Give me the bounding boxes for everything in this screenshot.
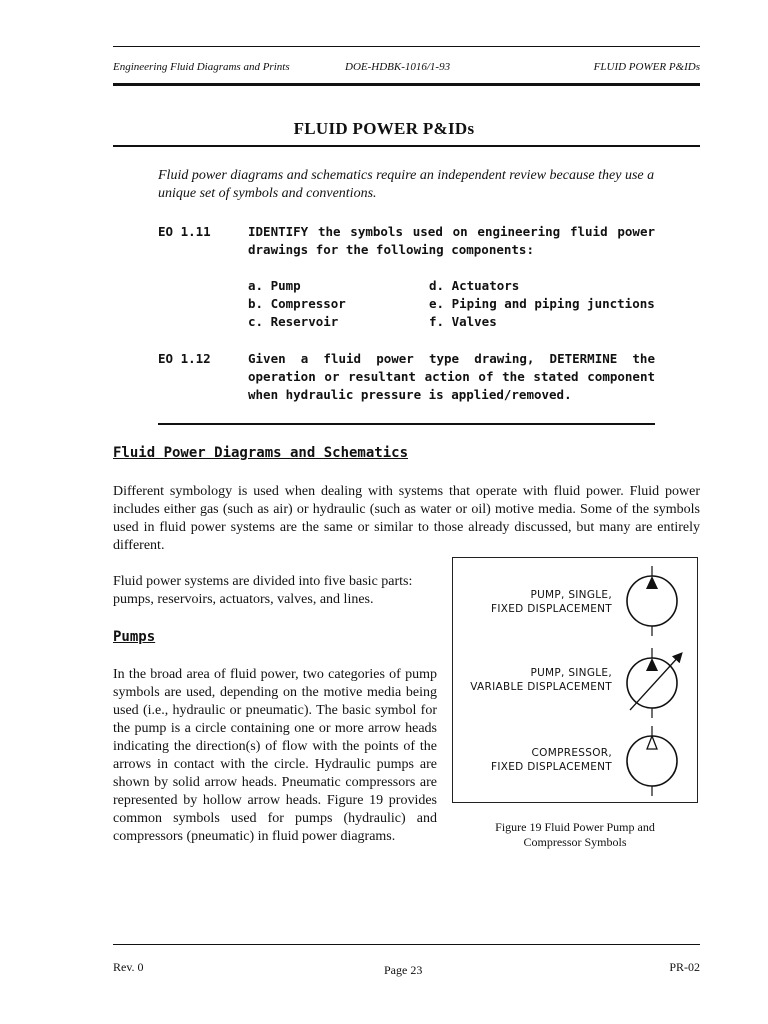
solid-arrowhead-icon: [646, 576, 658, 589]
pump-fixed-label-line2: FIXED DISPLACEMENT: [491, 603, 612, 615]
pump-fixed-displacement-symbol: [627, 566, 677, 636]
objective-text-2: Given a fluid power type drawing, DETERMINE the operation or resultant action of the stated component when hydraulic pressure is applied/removed.: [248, 351, 655, 402]
component-e: e. Piping and piping junctions: [429, 296, 655, 311]
figure-19-box: [452, 557, 698, 803]
page-title: FLUID POWER P&IDs: [293, 119, 475, 138]
figure-19-diagram: [453, 558, 697, 802]
subsection-heading-pumps: Pumps: [113, 629, 156, 645]
compressor-label-line1: COMPRESSOR,: [531, 747, 612, 759]
footer-revision: Rev. 0: [113, 960, 144, 974]
header-bottom-rule: [113, 83, 700, 86]
footer-module-code: PR-02: [669, 960, 700, 974]
figure-caption-line1: Figure 19 Fluid Power Pump and: [495, 820, 655, 834]
intro-text: Fluid power diagrams and schematics require an independent review because they use a unique set of symbols and conventions.: [158, 168, 655, 201]
objective-text-1: IDENTIFY the symbols used on engineering fluid power drawings for the following components:: [248, 224, 655, 257]
component-c: c. Reservoir: [248, 314, 339, 329]
component-a: a. Pump: [248, 278, 301, 293]
title-rule: [113, 145, 700, 147]
paragraph-basic-parts: Fluid power systems are divided into five basic parts: pumps, reservoirs, actuators, valves, and lines.: [113, 574, 413, 607]
component-d: d. Actuators: [429, 278, 520, 293]
component-b: b. Compressor: [248, 296, 346, 311]
paragraph-symbology: Different symbology is used when dealing with systems that operate with fluid power. Fluid power includes either gas (such as air) or hydraulic (such as water or oil) motive media. Some of the symbols used in fluid power systems are the same or similar to those already discussed, but many are entirely different.: [113, 484, 700, 553]
figure-caption-line2: Compressor Symbols: [523, 835, 627, 849]
hollow-arrowhead-icon: [647, 736, 657, 749]
compressor-fixed-displacement-symbol: [627, 726, 677, 796]
figure-caption: [452, 820, 698, 850]
pump-variable-label-line2: VARIABLE DISPLACEMENT: [470, 681, 612, 693]
component-f: f. Valves: [429, 314, 497, 329]
header-doc-title: Engineering Fluid Diagrams and Prints: [113, 61, 290, 73]
pump-fixed-label-line1: PUMP, SINGLE,: [530, 589, 612, 601]
compressor-label-line2: FIXED DISPLACEMENT: [491, 761, 612, 773]
footer-rule: [113, 944, 700, 945]
header-doc-number: DOE-HDBK-1016/1-93: [345, 61, 451, 73]
solid-arrowhead-icon: [646, 658, 658, 671]
footer-page-number: Page 23: [384, 963, 423, 977]
paragraph-pumps: In the broad area of fluid power, two categories of pump symbols are used, depending on the motive media being used (i.e., hydraulic or pneumatic). The basic symbol for the pump is a circle containing one or more arrow heads indicating the direction(s) of flow with the points of the arrows in contact with the circle. Hydraulic pumps are shown by solid arrow heads. Pneumatic compressors are represented by hollow arrow heads. Figure 19 provides common symbols used for pumps (hydraulic) and compressors (pneumatic) in fluid power diagrams.: [113, 667, 437, 844]
objectives-rule: [158, 423, 655, 425]
section-heading: Fluid Power Diagrams and Schematics: [113, 445, 409, 461]
objective-number-1: EO 1.11: [158, 224, 211, 239]
header-top-rule: [113, 46, 700, 47]
pump-variable-label-line1: PUMP, SINGLE,: [530, 667, 612, 679]
objective-number-2: EO 1.12: [158, 351, 211, 366]
header-section: FLUID POWER P&IDs: [593, 61, 700, 73]
pump-variable-displacement-symbol: [627, 648, 681, 718]
